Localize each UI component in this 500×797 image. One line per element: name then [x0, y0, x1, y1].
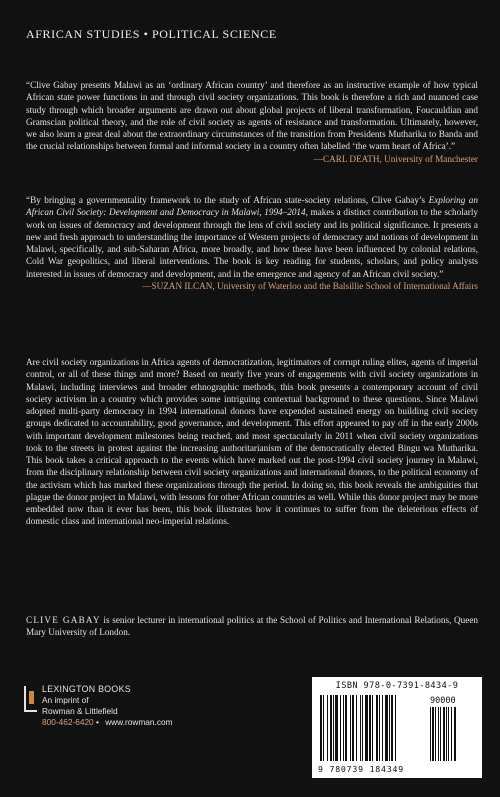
publisher-imprint-line: An imprint of — [42, 695, 89, 705]
barcode-bar — [360, 695, 361, 761]
barcode-image — [318, 695, 478, 763]
barcode-bar — [323, 695, 324, 761]
barcode-digits — [318, 764, 480, 774]
barcode-bar — [335, 695, 338, 761]
barcode-panel — [312, 677, 482, 778]
publisher-parent: Rowman & Littlefield — [42, 706, 118, 716]
barcode-bar — [330, 695, 332, 761]
endorsement-2-text — [26, 194, 478, 280]
barcode-bar — [356, 695, 357, 761]
endorsement-2 — [26, 194, 478, 292]
publisher-separator: • — [93, 717, 102, 727]
publisher-phone: 800-462-6420 — [42, 717, 94, 727]
addon-bar — [435, 707, 436, 761]
book-description — [26, 356, 478, 528]
barcode-bar — [382, 695, 383, 761]
barcode-bar — [391, 695, 393, 761]
barcode-bar — [320, 695, 322, 761]
barcode-bar — [343, 695, 344, 761]
barcode-number: 9 780739 184349 — [318, 764, 404, 774]
barcode-bar — [369, 695, 371, 761]
endorsement-1-attribution: —CARL DEATH, University of Manchester — [313, 153, 478, 164]
barcode-bar — [389, 695, 390, 761]
author-bio — [26, 614, 478, 639]
barcode-bar — [365, 695, 368, 761]
addon-bar — [454, 707, 456, 761]
endorsement-1 — [26, 79, 478, 165]
addon-bar — [448, 707, 449, 761]
isbn-label: ISBN 978-0-7391-8434-9 — [335, 681, 459, 691]
barcode-bar — [385, 695, 388, 761]
barcode-bar — [350, 695, 351, 761]
author-name: CLIVE GABAY — [26, 615, 101, 625]
publisher-info — [42, 684, 173, 728]
barcode-bar — [362, 695, 363, 761]
addon-bar — [443, 707, 445, 761]
addon-bar — [438, 707, 439, 761]
barcode-bar — [333, 695, 334, 761]
addon-bar — [446, 707, 447, 761]
description-text: Are civil society organizations in Africa agents of democratization, legitimators of corrupt ruling elites, agents of imperial control, or all of these things and more? Based on nearly five years of engagements with civil society organizations in Malawi, including interviews and broader ethnographic methods, this book presents a contemporary account of civil society activism in a country which provides some intriguing contextual background to these questions. Since Malawi adopted multi-party democracy in 1994 international donors have expended sustained energy on building civil society groups dedicated to accountability, good governance, and development. This effort appeared to pay off in the early 2000s with important development milestones being reached, and most spectacularly in 2011 when civil society organizations took to the streets in protest against the increasing authoritarianism of the democratically elected Bingu wa Mutharika. This book takes a critical approach to the events which have marked out the post-1994 civil society journey in Malawi, from the disciplinary relationship between civil society organizations and international donors, to the political economy of the activism which has marked these organizations through the period. In doing so, this book reveals the ambiguities that plague the donor project in Malawi, with lessons for other African countries as well. While this donor project may be more embedded now than it ever has been, this book illustrates how it continues to suffer from the deleterious effects of domestic class and international neo-imperial relations. — [26, 357, 478, 527]
barcode-bar — [395, 695, 396, 761]
price-code: 90000 — [430, 696, 456, 706]
endorsement-2-text-start: “By bringing a governmentality framework to the study of African state-society relations, Clive Gabay’s — [26, 195, 429, 205]
publisher-website: www.rowman.com — [105, 717, 173, 727]
barcode-bar — [352, 695, 354, 761]
barcode-bar — [372, 695, 373, 761]
barcode-bar — [327, 695, 328, 761]
endorsement-2-text-end: , makes a distinct contribution to the scholarly work on issues of democracy and development through the lens of civil society and its political significance. It presents a new and fresh approach to understanding the importance of Western projects of democracy and notions of development in Malawi, specifically, and sub-Saharan Africa, more broadly, and how these have been influenced by colonial relations, Cold War geopolitics, and liberal interventions. The book is key reading for students, scholars, and policy analysts interested in issues of democracy and development, and in the emergence and agency of an African civil society.” — [26, 207, 478, 279]
barcode-bar — [340, 695, 341, 761]
author-bio-text — [26, 614, 478, 639]
publisher-contact — [42, 717, 173, 728]
addon-bar — [451, 707, 452, 761]
category-heading: AFRICAN STUDIES • POLITICAL SCIENCE — [26, 27, 277, 41]
addon-bar — [440, 707, 441, 761]
barcode-bar — [345, 695, 347, 761]
publisher-name: LEXINGTON BOOKS — [42, 684, 131, 694]
publisher-logo-icon — [24, 686, 37, 712]
author-bio-body: is senior lecturer in international politics at the School of Politics and International Relations, Queen Mary University of London. — [26, 615, 478, 638]
barcode-bar — [379, 695, 380, 761]
addon-bar — [430, 707, 431, 761]
endorsement-2-attribution: —SUZAN ILCAN, University of Waterloo and the Balsillie School of International Affairs — [142, 280, 478, 291]
book-title: Exploring an African Civil Society: Development and Democracy in Malawi, 1994–2014 — [26, 195, 478, 218]
barcode-bar — [376, 695, 378, 761]
endorsement-1-text: “Clive Gabay presents Malawi as an ‘ordinary African country’ and therefore as an instructive example of how typical African state power functions in and through civil society organizations. This book is therefore a rich and nuanced case study through which broader arguments are drawn out about global projects of liberal transformation, Foucauldian and Gramscian political theory, and the role of civil society as agents of resistance and transformation. Ultimately, however, we also learn a great deal about the extraordinary circumstances of the transition from Presidents Mutharika to Banda and the crucial relationships between formal and informal society in a country often labelled ‘the warm heart of Africa’.” — [26, 80, 478, 152]
addon-bar — [432, 707, 434, 761]
